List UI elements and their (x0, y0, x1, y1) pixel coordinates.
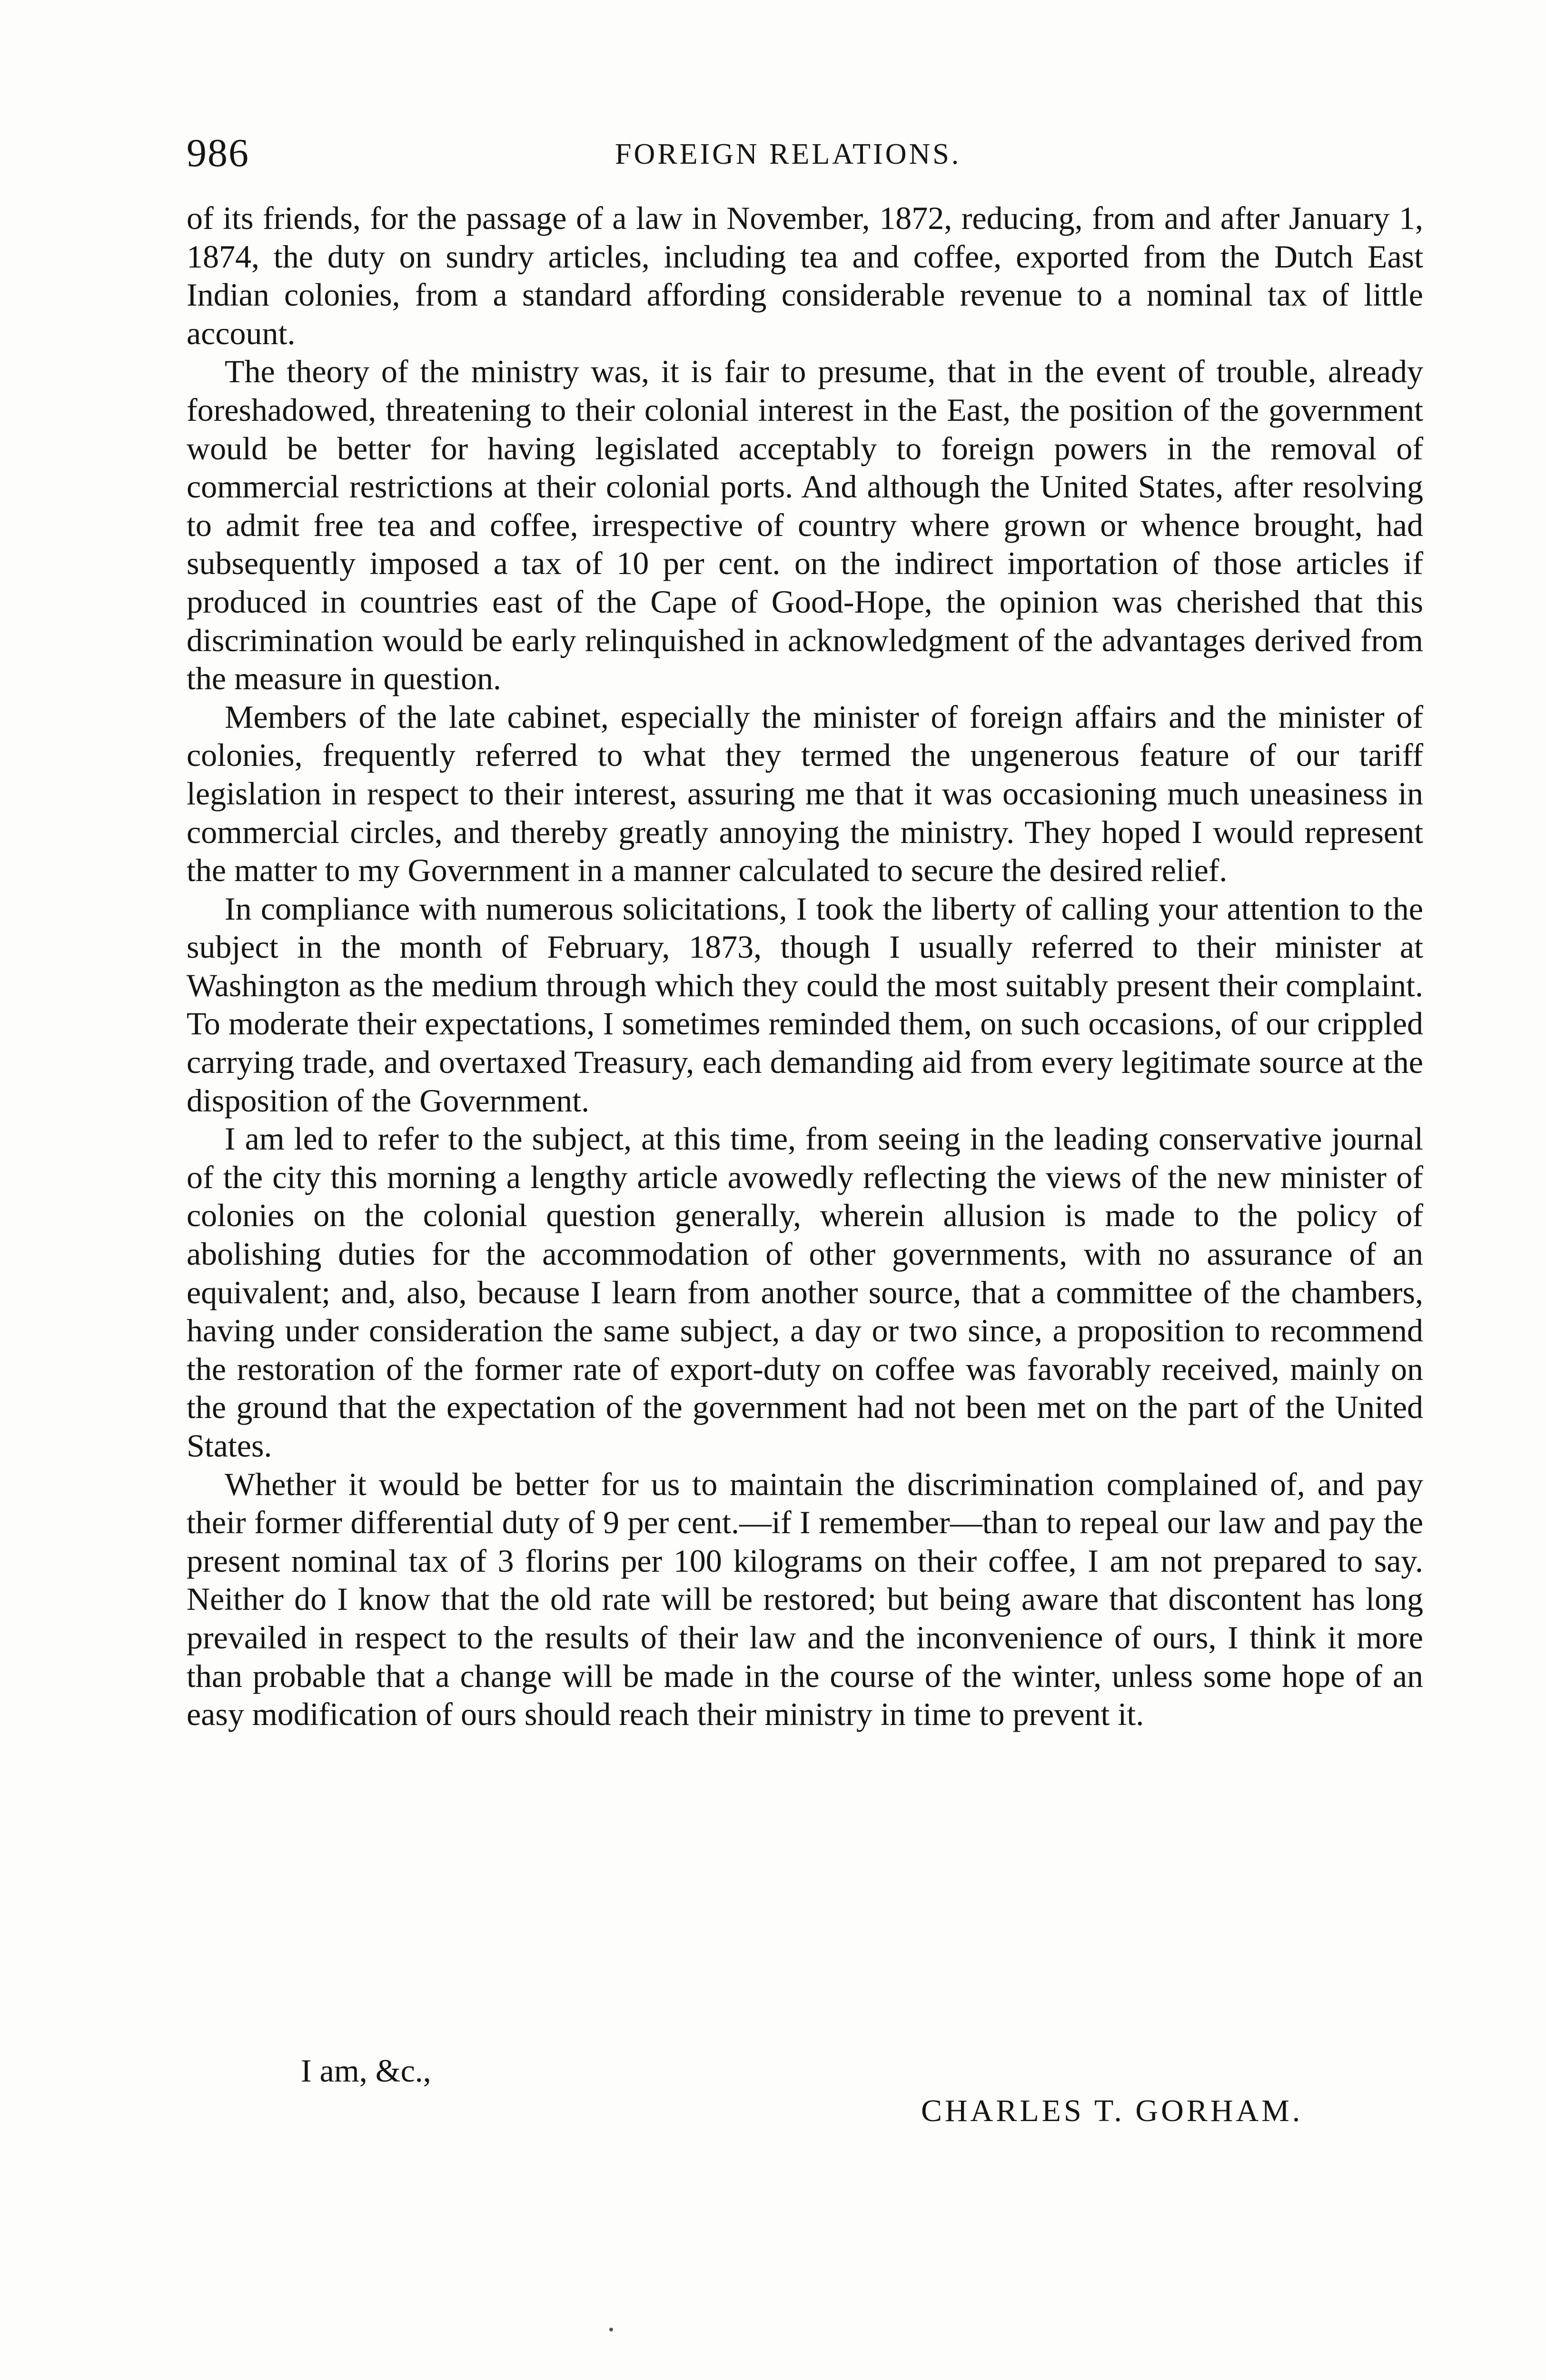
page-number: 986 (187, 131, 249, 175)
signature-name: CHARLES T. GORHAM. (921, 2093, 1303, 2128)
paragraph-continued: of its friends, for the passage of a law in November, 1872, reducing, from and after January 1, 1874, the duty on sundry articles, including tea and coffee, exported from the Dutch East Indian colonies, from a standard affording considerable revenue to a nominal tax of little account. (187, 200, 1423, 351)
paragraph: Members of the late cabinet, especially the minister of foreign affairs and the minister of colonies, frequently referred to what they termed the ungenerous feature of our tariff legislation in respect to their interest, assuring me that it was occasioning much uneasiness in commercial circles, and thereby greatly annoying the ministry. They hoped I would represent the matter to my Government in a manner calculated to secure the desired relief. (187, 698, 1423, 889)
letter-body (187, 199, 1423, 1734)
paragraph: I am led to refer to the subject, at this time, from seeing in the leading conservative journal of the city this morning a lengthy article avowedly reflecting the views of the new minister of colonies on the colonial question generally, wherein allusion is made to the policy of abolishing duties for the accommodation of other governments, with no assurance of an equivalent; and, also, because I learn from another source, that a committee of the chambers, having under consideration the same subject, a day or two since, a proposition to recommend the restoration of the former rate of export-duty on coffee was favorably received, mainly on the ground that the expectation of the government had not been met on the part of the United States. (187, 1121, 1423, 1464)
print-speck (609, 2328, 613, 2331)
paragraph: The theory of the ministry was, it is fair to presume, that in the event of trouble, already foreshadowed, threatening to their colonial interest in the East, the position of the government would be better for having legislated acceptably to foreign powers in the removal of commercial restrictions at their colonial ports. And although the United States, after resolving to admit free tea and coffee, irrespective of country where grown or whence brought, had subsequently imposed a tax of 10 per cent. on the indirect importation of those articles if produced in countries east of the Cape of Good-Hope, the opinion was cherished that this discrimination would be early relinquished in acknowledgment of the advantages derived from the measure in question. (187, 353, 1423, 697)
page-header (187, 129, 1424, 182)
running-title: FOREIGN RELATIONS. (615, 138, 961, 170)
paragraph: In compliance with numerous solicitations, I took the liberty of calling your attention to the subject in the month of February, 1873, though I usually referred to their minister at Washington as the medium through which they could the most suitably present their complaint. To moderate their expectations, I sometimes reminded them, on such occasions, of our crippled carrying trade, and overtaxed Treasury, each demanding aid from every legitimate source at the disposition of the Government. (187, 890, 1423, 1119)
closing-salutation: I am, &c., (301, 2053, 431, 2089)
paragraph: Whether it would be better for us to maintain the discrimination complained of, and pay their former differential duty of 9 per cent.—if I remember—than to repeal our law and pay the present nominal tax of 3 florins per 100 kilograms on their coffee, I am not prepared to say. Neither do I know that the old rate will be restored; but being aware that discontent has long prevailed in respect to the results of their law and the inconvenience of ours, I think it more than probable that a change will be made in the course of the winter, unless some hope of an easy modification of ours should reach their ministry in time to prevent it. (187, 1466, 1423, 1733)
